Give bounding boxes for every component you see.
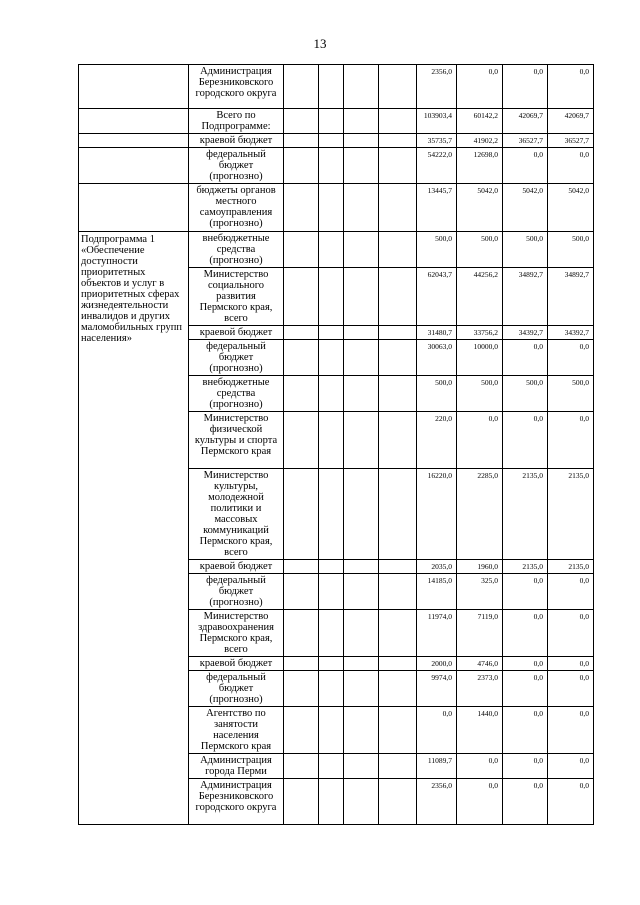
- value-cell-1: 103903,4: [417, 109, 457, 134]
- value-cell-3: 0,0: [503, 574, 548, 610]
- program-cell-empty: [79, 134, 189, 148]
- value-cell-4: 0,0: [548, 610, 594, 657]
- empty-cell: [284, 148, 319, 184]
- value-cell-4: 42069,7: [548, 109, 594, 134]
- empty-cell: [319, 148, 344, 184]
- empty-cell: [379, 574, 417, 610]
- empty-cell: [379, 779, 417, 825]
- empty-cell: [344, 376, 379, 412]
- empty-cell: [344, 469, 379, 560]
- empty-cell: [284, 109, 319, 134]
- value-cell-2: 325,0: [457, 574, 503, 610]
- empty-cell: [284, 779, 319, 825]
- funding-source-cell: федеральный бюджет (прогнозно): [189, 671, 284, 707]
- funding-source-cell: внебюджетные средства (прогнозно): [189, 232, 284, 268]
- empty-cell: [319, 134, 344, 148]
- empty-cell: [284, 469, 319, 560]
- empty-cell: [319, 412, 344, 469]
- empty-cell: [319, 232, 344, 268]
- empty-cell: [344, 184, 379, 232]
- value-cell-1: 13445,7: [417, 184, 457, 232]
- empty-cell: [379, 340, 417, 376]
- program-cell-empty: [79, 65, 189, 109]
- empty-cell: [344, 671, 379, 707]
- empty-cell: [379, 376, 417, 412]
- empty-cell: [284, 671, 319, 707]
- empty-cell: [344, 148, 379, 184]
- value-cell-3: 0,0: [503, 412, 548, 469]
- empty-cell: [284, 560, 319, 574]
- empty-cell: [379, 134, 417, 148]
- empty-cell: [344, 574, 379, 610]
- value-cell-3: 34892,7: [503, 268, 548, 326]
- funding-source-cell: Министерство здравоохранения Пермского края, всего: [189, 610, 284, 657]
- empty-cell: [284, 232, 319, 268]
- funding-source-cell: Министерство культуры, молодежной политики и массовых коммуникаций Пермского края, всего: [189, 469, 284, 560]
- empty-cell: [284, 65, 319, 109]
- empty-cell: [379, 232, 417, 268]
- empty-cell: [379, 469, 417, 560]
- empty-cell: [319, 184, 344, 232]
- value-cell-1: 2035,0: [417, 560, 457, 574]
- program-cell-empty: [79, 109, 189, 134]
- value-cell-2: 12698,0: [457, 148, 503, 184]
- value-cell-4: 34892,7: [548, 268, 594, 326]
- value-cell-3: 0,0: [503, 65, 548, 109]
- empty-cell: [319, 326, 344, 340]
- value-cell-2: 0,0: [457, 65, 503, 109]
- empty-cell: [319, 109, 344, 134]
- funding-source-cell: краевой бюджет: [189, 134, 284, 148]
- empty-cell: [379, 109, 417, 134]
- empty-cell: [344, 268, 379, 326]
- empty-cell: [379, 610, 417, 657]
- empty-cell: [379, 754, 417, 779]
- empty-cell: [379, 184, 417, 232]
- value-cell-1: 14185,0: [417, 574, 457, 610]
- funding-source-cell: федеральный бюджет (прогнозно): [189, 340, 284, 376]
- empty-cell: [319, 610, 344, 657]
- empty-cell: [284, 707, 319, 754]
- value-cell-4: 0,0: [548, 574, 594, 610]
- value-cell-1: 220,0: [417, 412, 457, 469]
- funding-source-cell: Администрация Березниковского городского округа: [189, 779, 284, 825]
- value-cell-2: 1960,0: [457, 560, 503, 574]
- empty-cell: [344, 707, 379, 754]
- value-cell-3: 36527,7: [503, 134, 548, 148]
- empty-cell: [344, 326, 379, 340]
- value-cell-1: 11089,7: [417, 754, 457, 779]
- value-cell-2: 0,0: [457, 412, 503, 469]
- funding-source-cell: внебюджетные средства (прогнозно): [189, 376, 284, 412]
- value-cell-1: 0,0: [417, 707, 457, 754]
- empty-cell: [319, 657, 344, 671]
- empty-cell: [284, 184, 319, 232]
- value-cell-3: 42069,7: [503, 109, 548, 134]
- empty-cell: [284, 376, 319, 412]
- value-cell-3: 5042,0: [503, 184, 548, 232]
- funding-source-cell: Министерство социального развития Пермского края, всего: [189, 268, 284, 326]
- empty-cell: [319, 671, 344, 707]
- empty-cell: [344, 779, 379, 825]
- funding-source-cell: краевой бюджет: [189, 560, 284, 574]
- value-cell-2: 0,0: [457, 779, 503, 825]
- value-cell-4: 0,0: [548, 412, 594, 469]
- value-cell-1: 11974,0: [417, 610, 457, 657]
- value-cell-4: 0,0: [548, 779, 594, 825]
- value-cell-3: 0,0: [503, 610, 548, 657]
- value-cell-4: 0,0: [548, 671, 594, 707]
- empty-cell: [344, 109, 379, 134]
- value-cell-1: 35735,7: [417, 134, 457, 148]
- value-cell-1: 62043,7: [417, 268, 457, 326]
- value-cell-4: 5042,0: [548, 184, 594, 232]
- value-cell-3: 0,0: [503, 657, 548, 671]
- value-cell-1: 500,0: [417, 376, 457, 412]
- empty-cell: [319, 469, 344, 560]
- empty-cell: [284, 340, 319, 376]
- value-cell-3: 2135,0: [503, 560, 548, 574]
- funding-source-cell: Администрация Березниковского городского округа: [189, 65, 284, 109]
- empty-cell: [379, 560, 417, 574]
- value-cell-3: 500,0: [503, 376, 548, 412]
- table-body: [79, 65, 594, 825]
- empty-cell: [319, 268, 344, 326]
- funding-source-cell: Агентство по занятости населения Пермского края: [189, 707, 284, 754]
- empty-cell: [319, 574, 344, 610]
- empty-cell: [344, 232, 379, 268]
- empty-cell: [284, 268, 319, 326]
- value-cell-2: 60142,2: [457, 109, 503, 134]
- value-cell-3: 34392,7: [503, 326, 548, 340]
- value-cell-2: 33756,2: [457, 326, 503, 340]
- funding-source-cell: Всего по Подпрограмме:: [189, 109, 284, 134]
- empty-cell: [379, 412, 417, 469]
- table-row: [79, 65, 594, 109]
- value-cell-3: 0,0: [503, 671, 548, 707]
- funding-source-cell: федеральный бюджет (прогнозно): [189, 148, 284, 184]
- empty-cell: [379, 707, 417, 754]
- value-cell-2: 2373,0: [457, 671, 503, 707]
- value-cell-4: 34392,7: [548, 326, 594, 340]
- empty-cell: [344, 610, 379, 657]
- empty-cell: [319, 779, 344, 825]
- value-cell-4: 500,0: [548, 232, 594, 268]
- value-cell-1: 2000,0: [417, 657, 457, 671]
- value-cell-4: 36527,7: [548, 134, 594, 148]
- funding-source-cell: краевой бюджет: [189, 326, 284, 340]
- empty-cell: [284, 134, 319, 148]
- value-cell-2: 5042,0: [457, 184, 503, 232]
- empty-cell: [284, 657, 319, 671]
- empty-cell: [379, 326, 417, 340]
- value-cell-4: 0,0: [548, 148, 594, 184]
- funding-source-cell: бюджеты органов местного самоуправления (прогнозно): [189, 184, 284, 232]
- funding-source-cell: Министерство физической культуры и спорта Пермского края: [189, 412, 284, 469]
- value-cell-2: 0,0: [457, 754, 503, 779]
- empty-cell: [284, 754, 319, 779]
- empty-cell: [379, 671, 417, 707]
- table-row: [79, 184, 594, 232]
- empty-cell: [284, 574, 319, 610]
- value-cell-4: 0,0: [548, 707, 594, 754]
- empty-cell: [344, 412, 379, 469]
- table-row: [79, 148, 594, 184]
- value-cell-3: 0,0: [503, 754, 548, 779]
- empty-cell: [284, 412, 319, 469]
- empty-cell: [344, 340, 379, 376]
- table-row: [79, 109, 594, 134]
- value-cell-2: 10000,0: [457, 340, 503, 376]
- program-cell-empty: [79, 148, 189, 184]
- value-cell-3: 500,0: [503, 232, 548, 268]
- value-cell-1: 9974,0: [417, 671, 457, 707]
- value-cell-3: 2135,0: [503, 469, 548, 560]
- value-cell-4: 2135,0: [548, 469, 594, 560]
- value-cell-2: 2285,0: [457, 469, 503, 560]
- empty-cell: [319, 340, 344, 376]
- empty-cell: [319, 65, 344, 109]
- value-cell-1: 500,0: [417, 232, 457, 268]
- funding-source-cell: краевой бюджет: [189, 657, 284, 671]
- value-cell-1: 16220,0: [417, 469, 457, 560]
- empty-cell: [344, 657, 379, 671]
- value-cell-2: 500,0: [457, 376, 503, 412]
- empty-cell: [379, 65, 417, 109]
- table-row: [79, 134, 594, 148]
- funding-source-cell: федеральный бюджет (прогнозно): [189, 574, 284, 610]
- empty-cell: [344, 560, 379, 574]
- empty-cell: [344, 134, 379, 148]
- empty-cell: [319, 707, 344, 754]
- value-cell-1: 54222,0: [417, 148, 457, 184]
- empty-cell: [319, 754, 344, 779]
- program-name-cell: Подпрограмма 1 «Обеспечение доступности приоритетных объектов и услуг в приоритетных сферах жизнедеятельности инвалидов и других маломобильных групп населения»: [79, 232, 189, 825]
- empty-cell: [379, 268, 417, 326]
- program-cell-empty: [79, 184, 189, 232]
- empty-cell: [379, 657, 417, 671]
- empty-cell: [319, 560, 344, 574]
- value-cell-4: 0,0: [548, 657, 594, 671]
- funding-source-cell: Администрация города Перми: [189, 754, 284, 779]
- value-cell-2: 4746,0: [457, 657, 503, 671]
- empty-cell: [379, 148, 417, 184]
- value-cell-2: 500,0: [457, 232, 503, 268]
- value-cell-1: 30063,0: [417, 340, 457, 376]
- value-cell-3: 0,0: [503, 148, 548, 184]
- value-cell-3: 0,0: [503, 779, 548, 825]
- empty-cell: [344, 65, 379, 109]
- value-cell-2: 41902,2: [457, 134, 503, 148]
- empty-cell: [284, 326, 319, 340]
- value-cell-2: 44256,2: [457, 268, 503, 326]
- value-cell-3: 0,0: [503, 340, 548, 376]
- value-cell-4: 2135,0: [548, 560, 594, 574]
- empty-cell: [319, 376, 344, 412]
- empty-cell: [344, 754, 379, 779]
- empty-cell: [284, 610, 319, 657]
- value-cell-4: 0,0: [548, 65, 594, 109]
- table-row: [79, 232, 594, 268]
- value-cell-2: 7119,0: [457, 610, 503, 657]
- value-cell-1: 31480,7: [417, 326, 457, 340]
- value-cell-2: 1440,0: [457, 707, 503, 754]
- value-cell-1: 2356,0: [417, 779, 457, 825]
- budget-table: [78, 64, 594, 825]
- value-cell-3: 0,0: [503, 707, 548, 754]
- value-cell-4: 500,0: [548, 376, 594, 412]
- value-cell-1: 2356,0: [417, 65, 457, 109]
- value-cell-4: 0,0: [548, 754, 594, 779]
- value-cell-4: 0,0: [548, 340, 594, 376]
- page-number: 13: [313, 36, 327, 51]
